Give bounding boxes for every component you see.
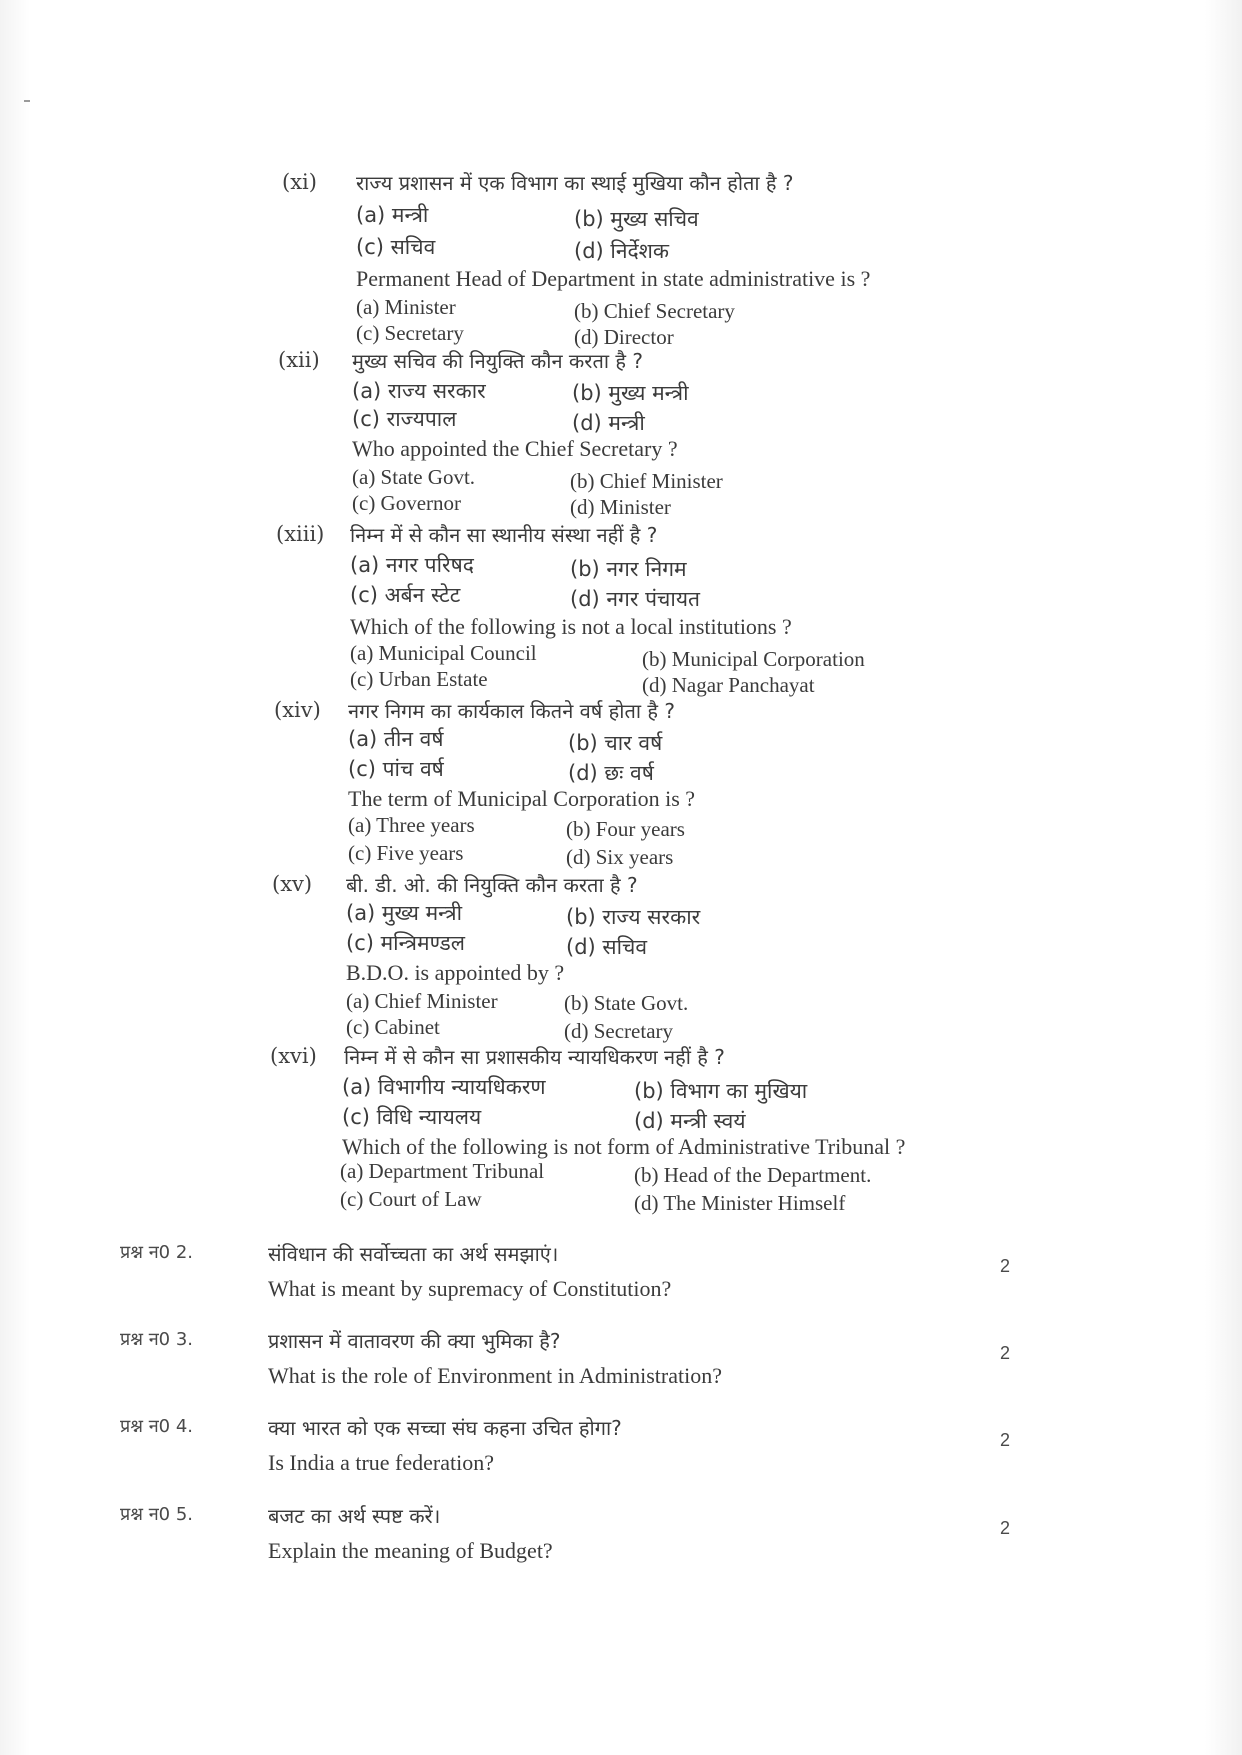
option-d-english: (d) The Minister Himself bbox=[634, 1191, 846, 1215]
question-number: (xi) bbox=[282, 170, 317, 194]
question-hindi: प्रशासन में वातावरण की क्या भुमिका है? bbox=[268, 1329, 561, 1353]
question-english: What is meant by supremacy of Constitution? bbox=[268, 1276, 672, 1301]
option-c-english: (c) Governor bbox=[352, 491, 462, 515]
question-number: (xiii) bbox=[276, 522, 325, 546]
short-question bbox=[0, 1502, 1242, 1582]
question-hindi: निम्न में से कौन सा स्थानीय संस्था नहीं है ? bbox=[350, 523, 658, 547]
option-d-english: (d) Secretary bbox=[564, 1019, 674, 1043]
option-a-english: (a) Minister bbox=[356, 295, 456, 319]
question-number: (xv) bbox=[272, 872, 313, 896]
question-hindi: संविधान की सर्वोच्चता का अर्थ समझाएं। bbox=[268, 1242, 559, 1266]
question-marks: 2 bbox=[1000, 1430, 1011, 1450]
option-a-english: (a) Three years bbox=[348, 813, 475, 837]
option-a-english: (a) Department Tribunal bbox=[340, 1159, 545, 1183]
question-english: The term of Municipal Corporation is ? bbox=[348, 786, 696, 811]
short-question bbox=[0, 1240, 1242, 1320]
option-d-english: (d) Nagar Panchayat bbox=[642, 673, 815, 697]
option-c-english: (c) Secretary bbox=[356, 321, 464, 345]
option-a-english: (a) Municipal Council bbox=[350, 641, 537, 665]
option-d-hindi: (d) नगर पंचायत bbox=[570, 587, 700, 611]
question-marks: 2 bbox=[1000, 1256, 1011, 1276]
question-hindi: नगर निगम का कार्यकाल कितने वर्ष होता है ? bbox=[348, 699, 676, 723]
question-label: प्रश्न न0 3. bbox=[120, 1329, 194, 1350]
option-d-english: (d) Director bbox=[574, 325, 674, 349]
question-hindi: बी. डी. ओ. की नियुक्ति कौन करता है ? bbox=[346, 873, 638, 897]
question-hindi: बजट का अर्थ स्पष्ट करें। bbox=[268, 1504, 441, 1528]
question-hindi: क्या भारत को एक सच्चा संघ कहना उचित होगा? bbox=[268, 1416, 622, 1440]
question-label: प्रश्न न0 4. bbox=[120, 1416, 194, 1437]
option-b-english: (b) Four years bbox=[566, 817, 685, 841]
question-english: Who appointed the Chief Secretary ? bbox=[352, 436, 678, 461]
option-b-hindi: (b) मुख्य मन्त्री bbox=[572, 381, 689, 405]
option-b-hindi: (b) चार वर्ष bbox=[568, 731, 663, 755]
option-d-hindi: (d) मन्त्री bbox=[572, 411, 645, 435]
option-a-hindi: (a) विभागीय न्यायधिकरण bbox=[342, 1075, 546, 1099]
question-number: (xiv) bbox=[274, 698, 321, 722]
option-a-english: (a) State Govt. bbox=[352, 465, 476, 489]
short-question bbox=[0, 1414, 1242, 1494]
option-b-english: (b) Chief Secretary bbox=[574, 299, 735, 323]
option-a-english: (a) Chief Minister bbox=[346, 989, 498, 1013]
scan-mark bbox=[24, 100, 30, 102]
question-label: प्रश्न न0 2. bbox=[120, 1242, 194, 1263]
option-a-hindi: (a) नगर परिषद bbox=[350, 553, 474, 577]
option-c-hindi: (c) विधि न्यायलय bbox=[342, 1105, 482, 1129]
question-marks: 2 bbox=[1000, 1343, 1011, 1363]
option-c-english: (c) Urban Estate bbox=[350, 667, 488, 691]
question-english: B.D.O. is appointed by ? bbox=[346, 960, 565, 985]
question-english: What is the role of Environment in Administration? bbox=[268, 1363, 722, 1388]
question-hindi: निम्न में से कौन सा प्रशासकीय न्यायधिकरण नहीं है ? bbox=[344, 1045, 725, 1069]
question-hindi: राज्य प्रशासन में एक विभाग का स्थाई मुखिया कौन होता है ? bbox=[356, 171, 794, 195]
option-d-hindi: (d) निर्देशक bbox=[574, 239, 670, 263]
question-marks: 2 bbox=[1000, 1518, 1011, 1538]
question-english: Which of the following is not form of Administrative Tribunal ? bbox=[342, 1134, 906, 1159]
short-question bbox=[0, 1327, 1242, 1407]
option-c-hindi: (c) सचिव bbox=[356, 235, 436, 259]
option-b-hindi: (b) नगर निगम bbox=[570, 557, 687, 581]
question-number: (xii) bbox=[278, 348, 320, 372]
question-english: Which of the following is not a local institutions ? bbox=[350, 614, 792, 639]
question-english: Is India a true federation? bbox=[268, 1450, 494, 1475]
option-d-hindi: (d) सचिव bbox=[566, 935, 648, 959]
option-a-hindi: (a) तीन वर्ष bbox=[348, 727, 444, 751]
question-hindi: मुख्य सचिव की नियुक्ति कौन करता है ? bbox=[352, 349, 643, 373]
question-english: Permanent Head of Department in state administrative is ? bbox=[356, 266, 871, 291]
option-c-hindi: (c) राज्यपाल bbox=[352, 407, 457, 431]
option-d-english: (d) Minister bbox=[570, 495, 671, 519]
option-d-hindi: (d) छः वर्ष bbox=[568, 761, 654, 785]
option-c-hindi: (c) पांच वर्ष bbox=[348, 757, 444, 781]
option-a-hindi: (a) मन्त्री bbox=[356, 203, 429, 227]
option-b-hindi: (b) राज्य सरकार bbox=[566, 905, 701, 929]
option-b-english: (b) Municipal Corporation bbox=[642, 647, 865, 671]
option-d-english: (d) Six years bbox=[566, 845, 674, 869]
option-b-english: (b) State Govt. bbox=[564, 991, 689, 1015]
option-b-english: (b) Head of the Department. bbox=[634, 1163, 872, 1187]
question-english: Explain the meaning of Budget? bbox=[268, 1538, 553, 1563]
option-b-english: (b) Chief Minister bbox=[570, 469, 723, 493]
option-c-english: (c) Cabinet bbox=[346, 1015, 440, 1039]
option-b-hindi: (b) मुख्य सचिव bbox=[574, 207, 699, 231]
question-label: प्रश्न न0 5. bbox=[120, 1504, 194, 1525]
option-c-english: (c) Court of Law bbox=[340, 1187, 482, 1211]
option-b-hindi: (b) विभाग का मुखिया bbox=[634, 1079, 808, 1103]
option-c-hindi: (c) अर्बन स्टेट bbox=[350, 583, 461, 607]
question-number: (xvi) bbox=[270, 1044, 317, 1068]
option-d-hindi: (d) मन्त्री स्वयं bbox=[634, 1109, 746, 1133]
option-c-hindi: (c) मन्त्रिमण्डल bbox=[346, 931, 466, 955]
option-a-hindi: (a) राज्य सरकार bbox=[352, 379, 486, 403]
option-a-hindi: (a) मुख्य मन्त्री bbox=[346, 901, 463, 925]
option-c-english: (c) Five years bbox=[348, 841, 464, 865]
